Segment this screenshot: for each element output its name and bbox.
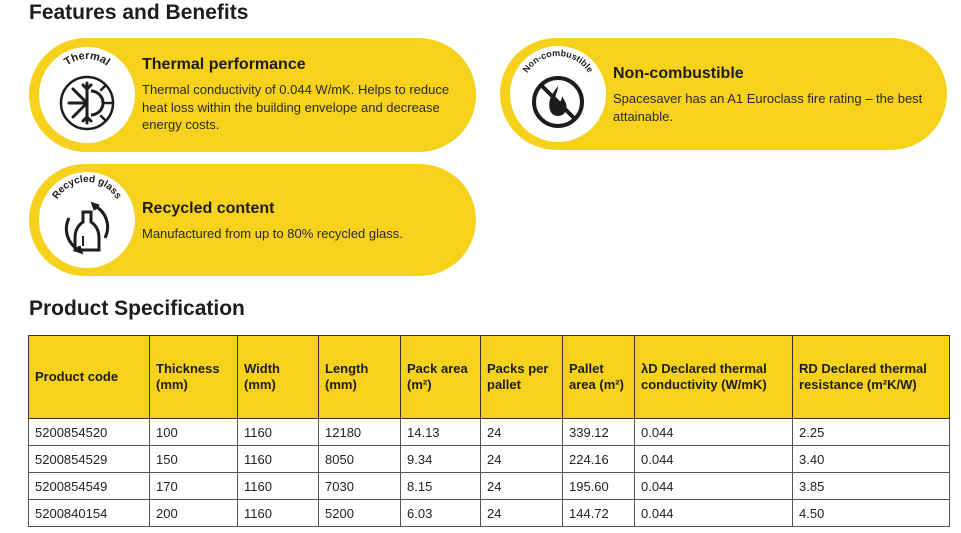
column-header: Pack area (m²) [401, 336, 481, 419]
feature-title: Thermal performance [142, 56, 306, 73]
recycled-glass-badge [39, 172, 135, 268]
table-cell: 5200854529 [29, 446, 150, 473]
column-header: Packs per pallet [481, 336, 563, 419]
feature-card-thermal [29, 38, 476, 152]
table-cell: 144.72 [563, 500, 635, 527]
svg-text:Non-combustible: Non-combustible [520, 47, 596, 75]
table-cell: 24 [481, 419, 563, 446]
table-cell: 150 [150, 446, 238, 473]
table-cell: 24 [481, 500, 563, 527]
column-header: λD Declared thermal conductivity (W/mK) [635, 336, 793, 419]
column-header: Product code [29, 336, 150, 419]
table-cell: 1160 [238, 473, 319, 500]
table-cell: 5200840154 [29, 500, 150, 527]
table-row [29, 419, 950, 446]
table-cell: 24 [481, 446, 563, 473]
table-cell: 6.03 [401, 500, 481, 527]
table-cell: 24 [481, 473, 563, 500]
table-cell: 100 [150, 419, 238, 446]
table-cell: 200 [150, 500, 238, 527]
table-cell: 339.12 [563, 419, 635, 446]
table-cell: 5200 [319, 500, 401, 527]
column-header: Width (mm) [238, 336, 319, 419]
column-header: RD Declared thermal resistance (m²K/W) [793, 336, 950, 419]
non-combustible-badge [510, 46, 606, 142]
feature-title: Recycled content [142, 200, 275, 217]
table-cell: 12180 [319, 419, 401, 446]
table-cell: 0.044 [635, 473, 793, 500]
table-cell: 5200854549 [29, 473, 150, 500]
feature-title: Non-combustible [613, 65, 744, 82]
table-row [29, 500, 950, 527]
table-cell: 1160 [238, 419, 319, 446]
table-cell: 170 [150, 473, 238, 500]
feature-description: Thermal conductivity of 0.044 W/mK. Helps to reduce heat loss within the building envelope and decrease energy costs. [142, 82, 450, 132]
table-header-row [29, 336, 950, 419]
svg-text:Recycled glass: Recycled glass [50, 173, 124, 202]
column-header: Pallet area (m²) [563, 336, 635, 419]
table-cell: 0.044 [635, 500, 793, 527]
table-cell: 3.40 [793, 446, 950, 473]
feature-description: Spacesaver has an A1 Euroclass fire rating – the best attainable. [613, 91, 923, 124]
table-cell: 1160 [238, 500, 319, 527]
snowflake-sun-icon [39, 47, 135, 143]
table-cell: 0.044 [635, 446, 793, 473]
feature-description: Manufactured from up to 80% recycled glass. [142, 226, 403, 241]
spec-heading: Product Specification [29, 297, 245, 320]
table-row [29, 473, 950, 500]
table-cell: 2.25 [793, 419, 950, 446]
table-cell: 224.16 [563, 446, 635, 473]
table-cell: 195.60 [563, 473, 635, 500]
table-cell: 4.50 [793, 500, 950, 527]
features-heading: Features and Benefits [29, 1, 249, 24]
table-row [29, 446, 950, 473]
table-cell: 0.044 [635, 419, 793, 446]
no-flame-icon [510, 46, 606, 142]
table-cell: 5200854520 [29, 419, 150, 446]
thermal-badge [39, 47, 135, 143]
table-cell: 3.85 [793, 473, 950, 500]
table-cell: 8050 [319, 446, 401, 473]
spec-table [28, 335, 950, 527]
column-header: Thickness (mm) [150, 336, 238, 419]
table-cell: 14.13 [401, 419, 481, 446]
recycled-bottle-icon [39, 172, 135, 268]
table-cell: 8.15 [401, 473, 481, 500]
table-cell: 7030 [319, 473, 401, 500]
feature-card-recycled [29, 164, 476, 276]
column-header: Length (mm) [319, 336, 401, 419]
feature-card-non-combustible [500, 38, 947, 150]
svg-text:Thermal: Thermal [62, 49, 113, 69]
table-cell: 1160 [238, 446, 319, 473]
table-cell: 9.34 [401, 446, 481, 473]
